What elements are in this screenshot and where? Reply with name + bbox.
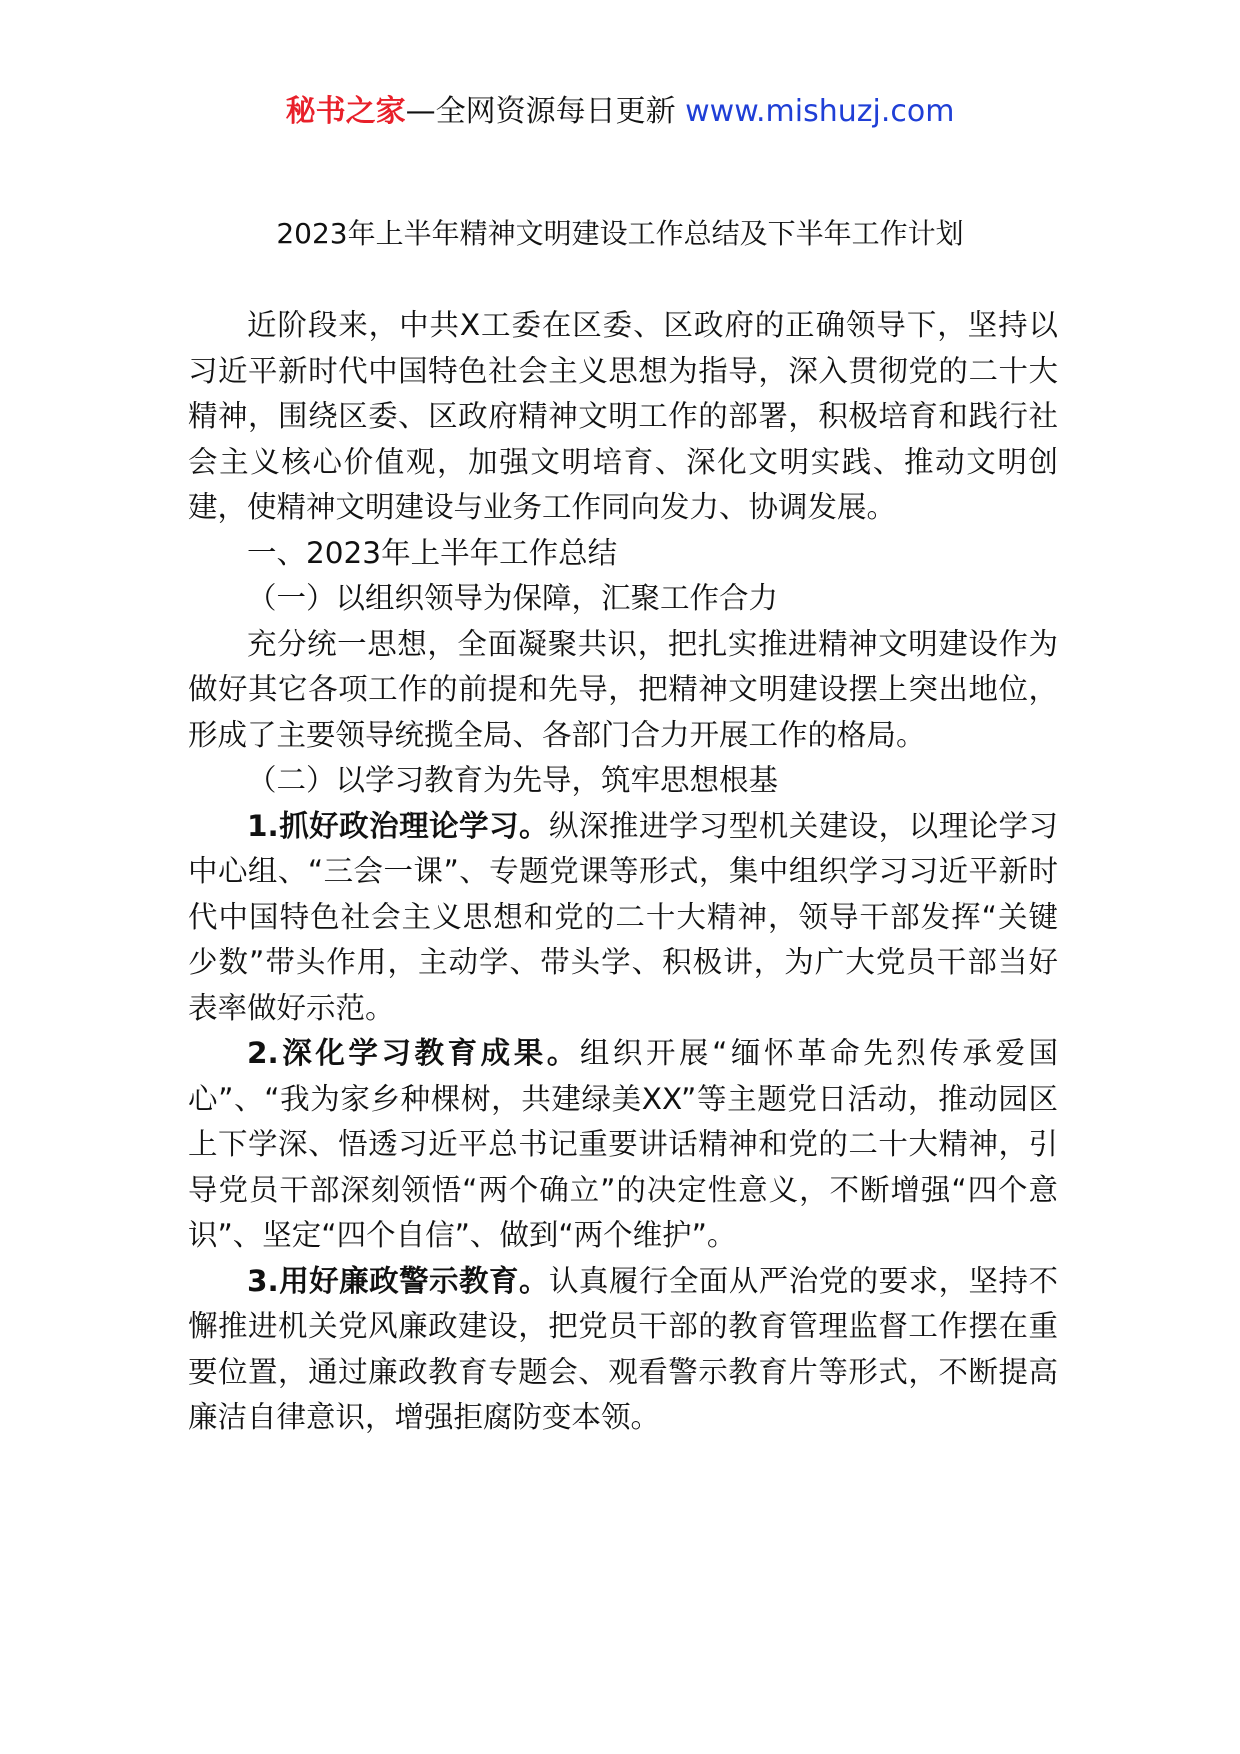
banner-slogan: —全网资源每日更新: [405, 94, 686, 129]
subsection-heading-1: （一）以组织领导为保障，汇聚工作合力: [247, 581, 779, 615]
item-1-text: 纵深推进学习型机关建设，以理论学习中心组、“三会一课”、专题党课等形式，集中组织学习习近平新时代中国特色社会主义思想和党的二十大精神，领导干部发挥“关键少数”带头作用，主动学、带头学、积极讲，为广大党员干部当好表率做好示范。: [188, 808, 1058, 1025]
item-1-paragraph: [188, 804, 1058, 1032]
brand-name: 秘书之家: [285, 94, 406, 129]
item-3-paragraph: [188, 1259, 1058, 1441]
document-body: [188, 303, 1058, 1441]
document-title: 2023年上半年精神文明建设工作总结及下半年工作计划: [276, 217, 964, 250]
item-2-paragraph: [188, 1031, 1058, 1259]
item-3-lead: 3.用好廉政警示教育。: [247, 1263, 549, 1298]
item-2-lead: 2.深化学习教育成果。: [247, 1036, 580, 1070]
item-1-lead: 1.抓好政治理论学习。: [247, 808, 549, 843]
section-heading-1: 一、2023年上半年工作总结: [247, 535, 618, 570]
site-banner: [0, 90, 1240, 134]
site-url-link[interactable]: www.mishuzj.com: [685, 94, 955, 129]
intro-paragraph: 近阶段来，中共X工委在区委、区政府的正确领导下，坚持以习近平新时代中国特色社会主义思想为指导，深入贯彻党的二十大精神，围绕区委、区政府精神文明工作的部署，积极培育和践行社会主义核心价值观，加强文明培育、深化文明实践、推动文明创建，使精神文明建设与业务工作同向发力、协调发展。: [188, 308, 1058, 524]
item-3-text: 认真履行全面从严治党的要求，坚持不懈推进机关党风廉政建设，把党员干部的教育管理监督工作摆在重要位置，通过廉政教育专题会、观看警示教育片等形式，不断提高廉洁自律意识，增强拒腐防变本领。: [188, 1263, 1058, 1434]
subsection-heading-2: （二）以学习教育为先导，筑牢思想根基: [247, 763, 779, 797]
subsection-1-paragraph: 充分统一思想，全面凝聚共识，把扎实推进精神文明建设作为做好其它各项工作的前提和先导，把精神文明建设摆上突出地位，形成了主要领导统揽全局、各部门合力开展工作的格局。: [188, 626, 1058, 752]
item-2-text: 组织开展“缅怀革命先烈传承爱国心”、“我为家乡种棵树，共建绿美XX”等主题党日活动，推动园区上下学深、悟透习近平总书记重要讲话精神和党的二十大精神，引导党员干部深刻领悟“两个确立”的决定性意义，不断增强“四个意识”、坚定“四个自信”、做到“两个维护”。: [188, 1036, 1058, 1252]
